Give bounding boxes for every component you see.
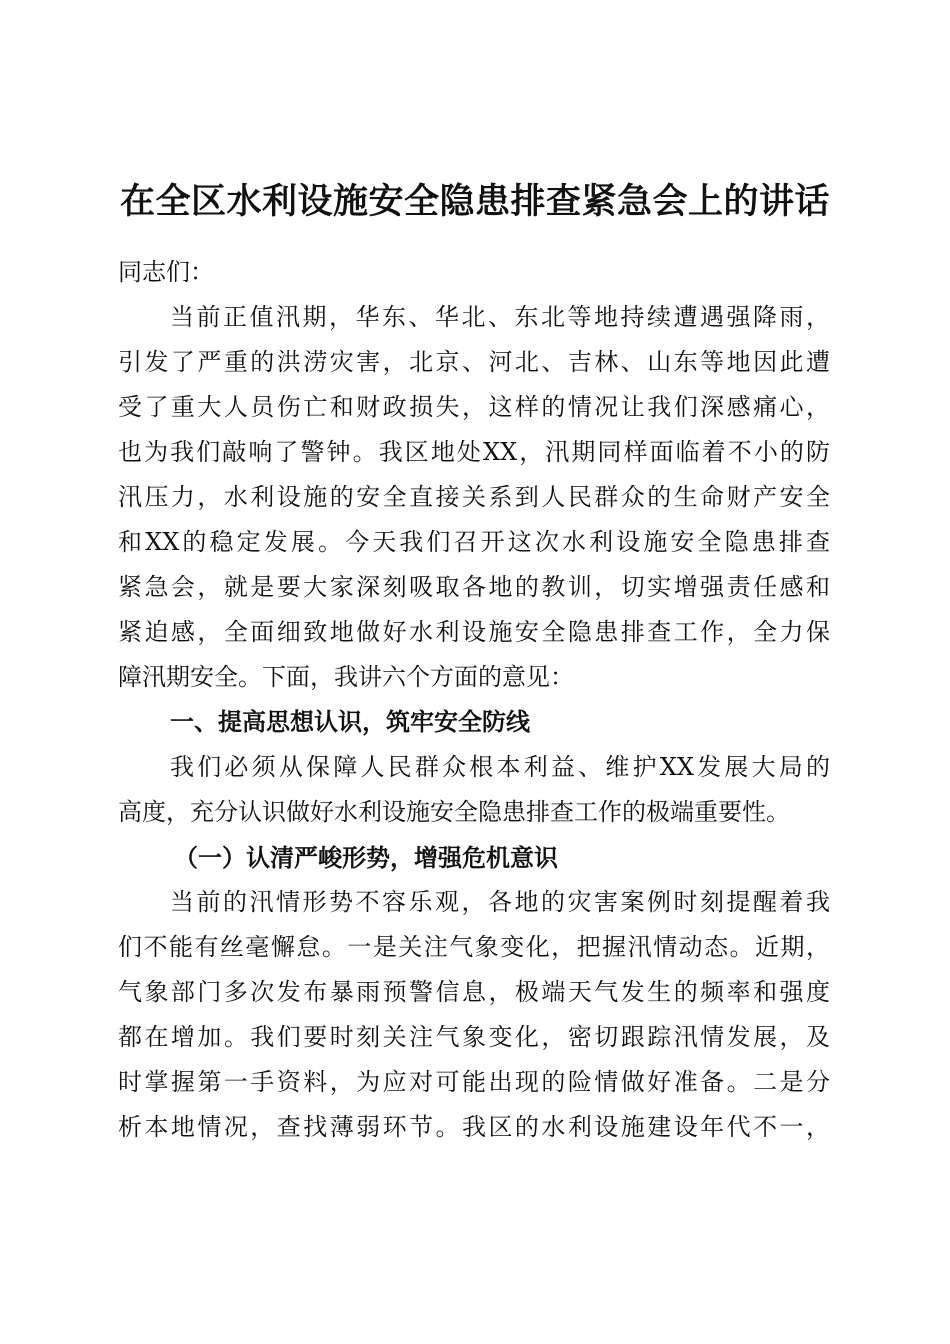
paragraph-line: 当前的汛情形势不容乐观，各地的灾害案例时刻提醒着我 [170, 888, 830, 916]
paragraph-line: 析本地情况，查找薄弱环节。我区的水利设施建设年代不一， [118, 1113, 830, 1141]
paragraph-line: 汛压力，水利设施的安全直接关系到人民群众的生命财产安全 [118, 483, 830, 511]
paragraph-line: 时掌握第一手资料，为应对可能出现的险情做好准备。二是分 [118, 1068, 830, 1096]
paragraph-line: 受了重大人员伤亡和财政损失，这样的情况让我们深感痛心， [118, 393, 830, 421]
paragraph-line: 障汛期安全。下面，我讲六个方面的意见： [118, 663, 574, 691]
paragraph-line: 紧急会，就是要大家深刻吸取各地的教训，切实增强责任感和 [118, 573, 830, 601]
salutation: 同志们： [118, 258, 214, 286]
paragraph-line: 我们必须从保障人民群众根本利益、维护XX发展大局的 [170, 753, 830, 781]
paragraph-line: 当前正值汛期，华东、华北、东北等地持续遭遇强降雨， [170, 303, 830, 331]
subsection-heading: （一）认清严峻形势，增强危机意识 [174, 843, 558, 872]
paragraph-line: 都在增加。我们要时刻关注气象变化，密切跟踪汛情发展，及 [118, 1023, 830, 1051]
paragraph-line: 高度，充分认识做好水利设施安全隐患排查工作的极端重要性。 [118, 798, 790, 826]
paragraph-line: 引发了严重的洪涝灾害，北京、河北、吉林、山东等地因此遭 [118, 348, 830, 376]
paragraph-line: 和XX的稳定发展。今天我们召开这次水利设施安全隐患排查 [118, 528, 830, 556]
paragraph-line: 紧迫感，全面细致地做好水利设施安全隐患排查工作，全力保 [118, 618, 830, 646]
document-body [118, 250, 830, 1150]
paragraph-line: 也为我们敲响了警钟。我区地处XX，汛期同样面临着不小的防 [118, 438, 830, 466]
paragraph-line: 气象部门多次发布暴雨预警信息，极端天气发生的频率和强度 [118, 978, 830, 1006]
section-heading: 一、提高思想认识，筑牢安全防线 [170, 708, 530, 736]
paragraph-line: 们不能有丝毫懈怠。一是关注气象变化，把握汛情动态。近期， [118, 933, 830, 961]
document-title: 在全区水利设施安全隐患排查紧急会上的讲话 [119, 182, 830, 222]
